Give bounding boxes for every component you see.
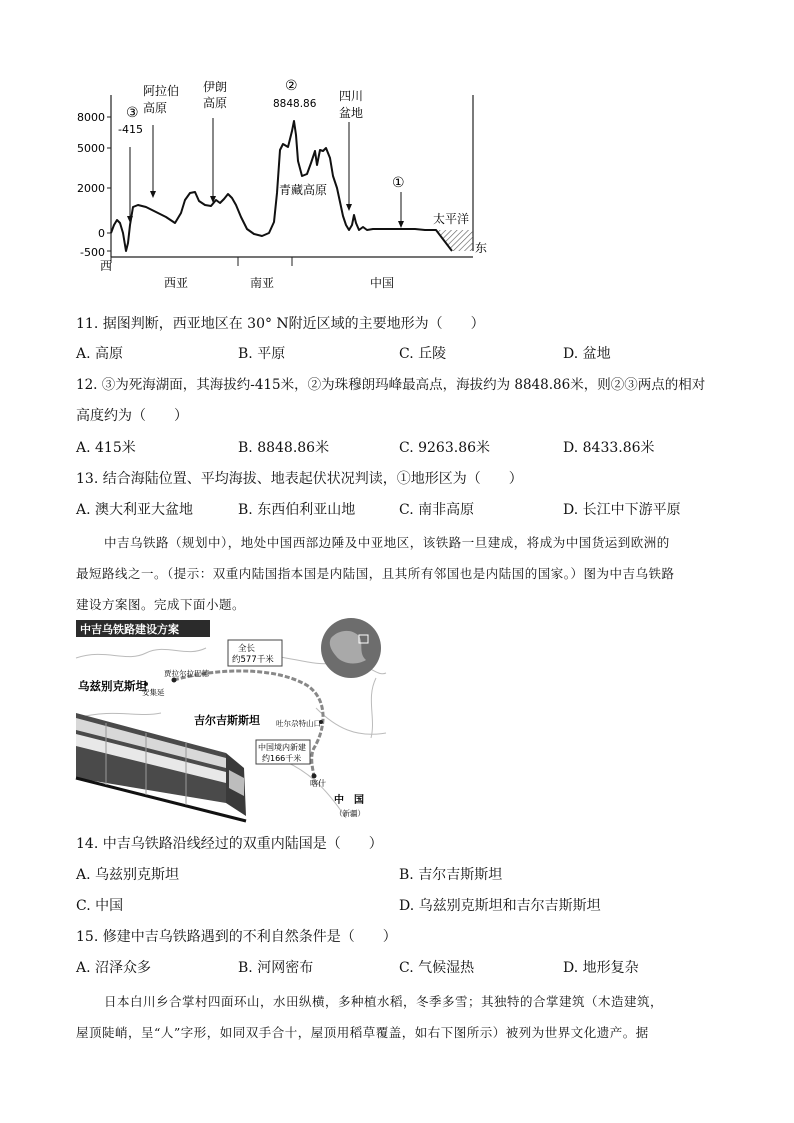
sichuan-basin-label-1: 四川 [339, 89, 364, 103]
q15-option-d: D. 地形复杂 [563, 960, 639, 976]
q12-option-c: C. 9263.86米 [399, 440, 491, 456]
q14-option-b: B. 吉尔吉斯斯坦 [399, 867, 503, 883]
iranian-plateau-label-2: 高原 [203, 96, 228, 110]
region-china: 中国 [370, 276, 395, 290]
q13-option-c: C. 南非高原 [399, 502, 475, 518]
q15-option-b: B. 河网密布 [238, 960, 314, 976]
q11-option-a: A. 高原 [76, 346, 124, 362]
q15-option-c: C. 气候湿热 [399, 960, 475, 976]
question-11-stem: 11. 据图判断，西亚地区在 30° N附近区域的主要地形为（ ） [76, 316, 485, 332]
y-tick-0: 0 [98, 227, 105, 240]
passage1-line2: 最短路线之一。（提示：双重内陆国指本国是内陆国，且其所有邻国也是内陆国的国家。）图为中吉乌铁路 [76, 566, 675, 581]
q11-option-b: B. 平原 [238, 346, 286, 362]
y-tick-2000: 2000 [77, 182, 105, 195]
q12-option-b: B. 8848.86米 [238, 440, 330, 456]
q12-option-d: D. 8433.86米 [563, 440, 655, 456]
sichuan-basin-label-2: 盆地 [339, 106, 364, 120]
y-tick-5000: 5000 [77, 142, 105, 155]
question-15-stem: 15. 修建中吉乌铁路遇到的不利自然条件是（ ） [76, 929, 397, 945]
question-14-stem: 14. 中吉乌铁路沿线经过的双重内陆国是（ ） [76, 836, 383, 852]
arabian-plateau-label-2: 高原 [143, 101, 168, 115]
passage1-line3: 建设方案图。完成下面小题。 [76, 597, 246, 612]
country-kyrgyzstan: 吉尔吉斯斯坦 [194, 714, 260, 727]
q15-option-a: A. 沼泽众多 [76, 960, 152, 976]
q13-option-a: A. 澳大利亚大盆地 [76, 502, 194, 518]
map-title: 中吉乌铁路建设方案 [80, 623, 179, 636]
station-kashgar: 喀什 [310, 779, 326, 788]
q14-option-a: A. 乌兹别克斯坦 [76, 867, 180, 883]
marker2-value: 8848.86 [273, 98, 317, 110]
q12-option-a: A. 415米 [76, 440, 136, 456]
pacific-label: 太平洋 [433, 212, 470, 226]
region-south-asia: 南亚 [250, 276, 275, 290]
total-length-label-1: 全长 [238, 644, 256, 654]
q14-option-d: D. 乌兹别克斯坦和吉尔吉斯斯坦 [399, 898, 601, 914]
q13-option-d: D. 长江中下游平原 [563, 502, 681, 518]
station-torugart: 吐尔尕特山口 [276, 719, 321, 728]
marker2: ② [285, 78, 298, 94]
qinghai-tibet-label: 青藏高原 [279, 183, 328, 197]
terrain-profile-chart [77, 75, 500, 295]
west-label: 西 [100, 259, 113, 273]
y-tick-8000: 8000 [77, 111, 105, 124]
country-china: 中 国 [334, 795, 364, 806]
pacific-ocean-hatch [436, 230, 473, 251]
y-tick-minus500: -500 [80, 246, 105, 259]
iranian-plateau-label-1: 伊朗 [203, 80, 228, 94]
passage1-line1: 中吉乌铁路（规划中），地处中国西部边陲及中亚地区，该铁路一旦建成，将成为中国货运到欧洲的 [104, 535, 670, 550]
q13-option-b: B. 东西伯利亚山地 [238, 502, 356, 518]
marker1: ① [392, 175, 405, 191]
china-new-label-2: 约166千米 [262, 754, 302, 763]
passage2-line1: 日本白川乡合掌村四面环山，水田纵横，多种植水稻，冬季多雪；其独特的合掌建筑（木造建筑， [104, 994, 664, 1009]
east-label: 东 [475, 241, 488, 255]
marker3-value: -415 [118, 123, 143, 136]
station-andijan: 安集延 [142, 688, 165, 697]
china-new-label-1: 中国境内新建 [258, 743, 306, 752]
station-jalalabad: 贾拉尔拉巴德 [164, 669, 209, 678]
q14-option-c: C. 中国 [76, 898, 124, 914]
question-12-stem-line2: 高度约为（ ） [76, 408, 188, 424]
region-xinjiang: （新疆） [335, 809, 365, 818]
marker3: ③ [126, 105, 139, 121]
q11-option-d: D. 盆地 [563, 346, 611, 362]
q11-option-c: C. 丘陵 [399, 346, 447, 362]
passage2-line2: 屋顶陡峭，呈“人”字形，如同双手合十，屋顶用稻草覆盖，如右下图所示）被列为世界文化遗产。据 [76, 1025, 649, 1040]
country-uzbekistan: 乌兹别克斯坦 [78, 679, 147, 693]
railway-plan-map [76, 618, 386, 823]
arabian-plateau-label-1: 阿拉伯 [143, 84, 180, 98]
question-13-stem: 13. 结合海陆位置、平均海拔、地表起伏状况判读，①地形区为（ ） [76, 471, 523, 487]
region-west-asia: 西亚 [164, 276, 189, 290]
total-length-label-2: 约577千米 [232, 655, 274, 665]
question-12-stem-line1: 12. ③为死海湖面，其海拔约-415米，②为珠穆朗玛峰最高点，海拔约为 8848.86米，则②③两点的相对 [76, 377, 706, 393]
